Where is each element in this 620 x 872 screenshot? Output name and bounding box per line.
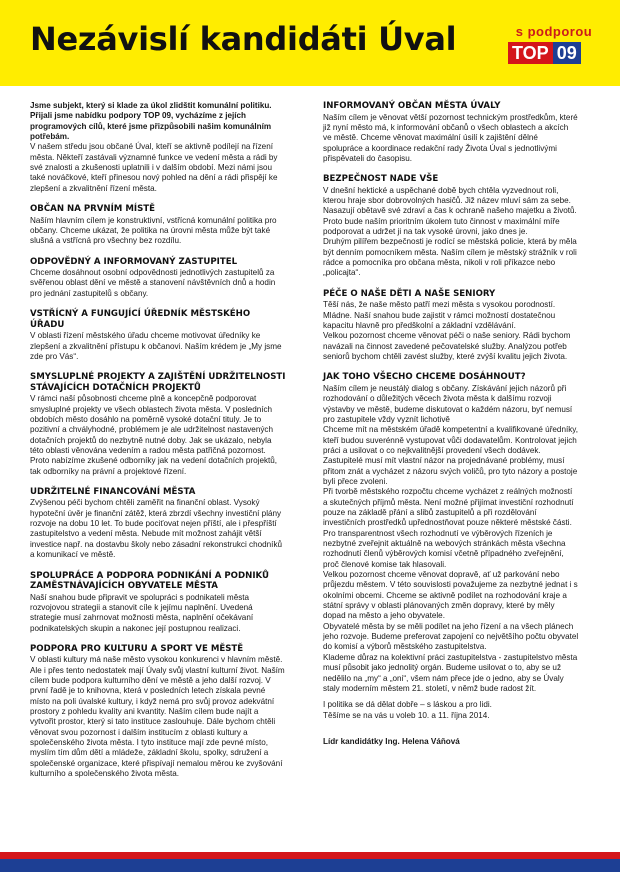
section <box>30 571 286 634</box>
section-text: Zastupitelé musí mít vlastní názor na projednávané problémy, musí přitom znát a vycházet z názoru svých voličů, pro tyto názory a postoje byli přece zvoleni. <box>323 456 578 486</box>
section-text: Obyvatelé města by se měli podílet na jeho řízení a na všech plánech jeho rozvoje. Budeme preferovat zapojení co největšího počtu obyvatel do komisí a výborů městského zastupitelstva. <box>323 621 579 652</box>
section <box>30 204 286 247</box>
right-column <box>323 101 579 747</box>
section-heading: SPOLUPRÁCE A PODPORA PODNIKÁNÍ A PODNIKŮ ZAMĚSTNÁVAJÍCÍCH OBYVATELE MĚSTA <box>30 570 269 591</box>
section-heading: SMYSLUPLNÉ PROJEKTY A ZAJIŠTĚNÍ UDRŽITELNOSTI STÁVAJÍCÍCH DOTAČNÍCH PROJEKTŮ <box>30 372 286 393</box>
section-heading: PODPORA PRO KULTURU A SPORT VE MĚSTĚ <box>30 643 244 654</box>
section <box>323 289 579 363</box>
section <box>323 174 579 279</box>
header-banner <box>0 0 620 86</box>
section-heading: OBČAN NA PRVNÍM MÍSTĚ <box>30 204 156 215</box>
section-text: Velkou pozornost chceme věnovat péči o naše seniory. Rádi bychom navázali na činnost zavedené pečovatelské služby. Analýzou potřeb seniorů bychom chtěli zavést služby, které zvýší kvalitu jejich života. <box>323 331 571 362</box>
left-column <box>30 101 286 780</box>
section-text: Naším cílem je neustálý dialog s občany. Získávání jejich názorů při rozhodování o důležitých věcech života města k dalšímu rozvoji výstavby ve městě, budeme diskutovat o každém názoru, byť nemusí pro zastupitele vždy vyznít lichotivě <box>323 383 573 424</box>
logo-number: 09 <box>553 42 581 64</box>
section <box>323 372 579 721</box>
section-text: Chceme dosáhnout osobní odpovědnosti jednotlivých zastupitelů za svěřenou oblast dění ve městě a stanovení návštěvních dnů a hodin pro jednání zastupitelů s občany. <box>30 268 276 298</box>
section-text: Naším hlavním cílem je konstruktivní, vstřícná komunální politika pro občany. Chceme ukázat, že politika na úrovni města může být také slušná a vstřícná pro všechny bez rozdílu. <box>30 215 277 246</box>
section-text: Chceme mít na městském úřadě kompetentní a kvalifikované úředníky, kteří budou suverénně vystupovat vůči dodavatelům. Kontrolovat jejich práci a usilovat o co nejkvalitnější provedení všech dodávek. <box>323 425 579 455</box>
section-text: Naší snahou bude připravit ve spolupráci s podnikateli města rozvojovou strategii a stanovit cíle k jejímu naplnění. Uvedená strategie musí zahrnovat možnosti města, naplnění očekávaní podnikatelských skupin a nakonec její postupnou realizaci. <box>30 592 254 633</box>
section-text: Při tvorbě městského rozpočtu chceme vycházet z reálných možností a skutečných příjmů města. Není možné přijímat investiční rozhodnutí pouze na základě přání a slibů zastupitelů a při rozdělování investičních prostředků upřednostňovat pouze některé městské části. <box>323 487 574 528</box>
closing-line: Těšíme se na vás u voleb 10. a 11. října 2014. <box>323 710 490 720</box>
section-text: V oblasti kultury má naše město vysokou konkurenci v hlavním městě. Ale i přes tento nedostatek mají Úvaly svůj vlastní kulturní život. Naším cílem bude podpora kulturního dění ve městě a jeho další rozvoj. V první řadě je to knihovna, která v posledních letech získala pevné místo na poli úvalské kultury, i když nemá pro svůj provoz adekvátní prostory z pohledu kvality ani kvantity. Naším cílem bude najít a vytvořit prostor, který si tato instituce zaslouhuje. Dále bychom chtěli věnovat svou pozornost i dalším institucím z oblasti kultury a společenského života města. I tyto instituce mají zde pevné místo, myslím tím dům dětí a mládeže, základní školu, spolky, sdružení a společenské organizace, které přispívají nemalou měrou ke zvyšování kulturního a společenského života města. <box>30 655 285 779</box>
section-text: Velkou pozornost chceme věnovat dopravě, ať už parkování nebo průjezdu městem. V této souvislosti považujeme za nezbytné jednat i s okolními obcemi. Chceme se aktivně podílet na rozhodování kraje a státní správy v oblasti plánovaných změn dopravy, které by měly dopad na město a jeho obyvatele. <box>323 570 578 621</box>
page-title: Nezávislí kandidáti Úval <box>30 20 457 58</box>
footer-stripe-red <box>0 852 620 859</box>
section-heading: BEZPEČNOST NADE VŠE <box>323 174 439 185</box>
section-heading: PÉČE O NAŠE DĚTI A NAŠE SENIORY <box>323 288 496 299</box>
section <box>30 644 286 780</box>
section-heading: INFORMOVANÝ OBČAN MĚSTA ÚVALY <box>323 101 501 111</box>
section-text: V oblasti řízení městského úřadu chceme motivovat úředníky ke zlepšení a zkvalitnění přístupu k občanovi. Naším krédem je „My jsme zde pro Vás“. <box>30 331 282 361</box>
section-text: Druhým pilířem bezpečnosti je rodící se městská policie, která by měla být denním pomocníkem města. Naším cílem je městský strážník v roli rádce a pomocníka pro občana města, nikoli v roli příkazce nebo „policajta“. <box>323 237 577 278</box>
top09-logo <box>508 24 600 64</box>
section-heading: VSTŘÍCNÝ A FUNGUJÍCÍ ÚŘEDNÍK MĚSTSKÉHO ÚŘADU <box>30 309 251 330</box>
section-text: V rámci naší působnosti chceme plně a koncepčně podporovat smysluplné projekty ve všech oblastech života města. V posledních obdobích město dosáhlo na poměrně vysoké dotační tituly. Je to pozitivní a chvályhodné, problémem je ale udržitelnost nastavených dotačních projektů do nezbytně nutné doby. Jak se ukázalo, nebyla této oblasti věnována vedením a radou města patřičná pozornost. Proto nabízíme zkušené odborníky jak na vedení dotačních projektů, tak odborníky na právní a projektové řízení. <box>30 394 278 476</box>
section-text: Naším cílem je věnovat větší pozornost technickým prostředkům, které již nyní město má, k informování občanů o všech oblastech a akcích ve městě. Chceme věnovat maximální úsilí k zajištění dělné spolupráce a koordinace redakční rady Života Úval s jednotlivými přispěvateli do časopisu. <box>323 112 578 163</box>
signature: Lídr kandidátky Ing. Helena Váňová <box>323 736 460 746</box>
section-text: Pro transparentnost všech rozhodnutí ve výběrových řízeních je nezbytné zveřejnit aktuálně na webových stránkách města všechna rozhodnutí členů výběrových komisí včetně případného zveřejnění, proč členové komise tak hlasovali. <box>323 528 566 569</box>
section-heading: JAK TOHO VŠECHO CHCEME DOSÁHNOUT? <box>323 372 526 383</box>
logo-top-text: TOP <box>508 42 553 64</box>
section-text: Zvýšenou péči bychom chtěli zaměřit na finanční oblast. Vysoký hypoteční úvěr je finanční zátěž, která zbrzdí všechny investiční plány rozvoje na dobu 10 let. To bude pociťovat nejen příští, ale i přespříští zastupitelstvo a vedení města. Nebude mít možnost zahájit větší investice např. na dostavbu školy nebo zásadní rekonstrukci chodníků a komunikací ve městě. <box>30 498 283 560</box>
footer-stripe-blue <box>0 859 620 872</box>
closing-line: I politika se dá dělat dobře – s láskou a pro lidi. <box>323 700 492 710</box>
section-heading: ODPOVĚDNÝ A INFORMOVANÝ ZASTUPITEL <box>30 256 238 267</box>
intro-paragraph: V našem středu jsou občané Úval, kteří se aktivně podílejí na řízení města. Někteří zastávali významné funkce ve vedení města a rádi by své znalosti a zkušenosti uplatnili i v dalším období. Mezi námi jsou také nováčkové, kteří přinesou nový pohled na dění a rádi přispějí ke zlepšení a zkvalitnění řízení města. <box>30 142 278 193</box>
section-heading: UDRŽITELNÉ FINANCOVÁNÍ MĚSTA <box>30 486 196 497</box>
section-text: Těší nás, že naše město patří mezi města s vysokou porodností. Mládne. Naší snahou bude zajistit v rámci možností dostatečnou kapacitu hlavně pro předškolní a základní vzdělávání. <box>323 300 556 330</box>
logo-subtitle: s podporou <box>515 24 593 39</box>
section-text: V dnešní hektické a uspěchané době bych chtěla vyzvednout roli, kterou hraje sbor dobrovolných hasičů. Již název mluví sám za sebe. Nasazují obětavě své zdraví a čas k ochraně našeho majetku a životů. Proto bude naším prioritním úkolem tuto činnost v maximální míře podporovat a udržet ji na tak vysoké úrovni, jako dnes je. <box>323 185 577 237</box>
section-text: Klademe důraz na kolektivní práci zastupitelstva - zastupitelstvo města musí působit jako jednolitý orgán. Budeme usilovat o to, aby se už nedělilo na „my“ a „oni“, všem nám přece jde o jedno, aby se Úvaly staly moderním městem 21. století, v němž bude radost žít. <box>323 652 578 693</box>
logo-mark <box>508 42 600 64</box>
section <box>323 101 579 164</box>
section <box>30 257 286 300</box>
intro-lead: Jsme subjekt, který si klade za úkol zlidštit komunální politiku. Přijali jsme nabídku podpory TOP 09, vycházíme z jejích programových cílů, které jsme přizpůsobili našim komunálním potřebám. <box>30 101 272 142</box>
section <box>30 372 286 477</box>
section <box>30 309 286 362</box>
left-sections <box>30 204 286 779</box>
section <box>30 487 286 561</box>
